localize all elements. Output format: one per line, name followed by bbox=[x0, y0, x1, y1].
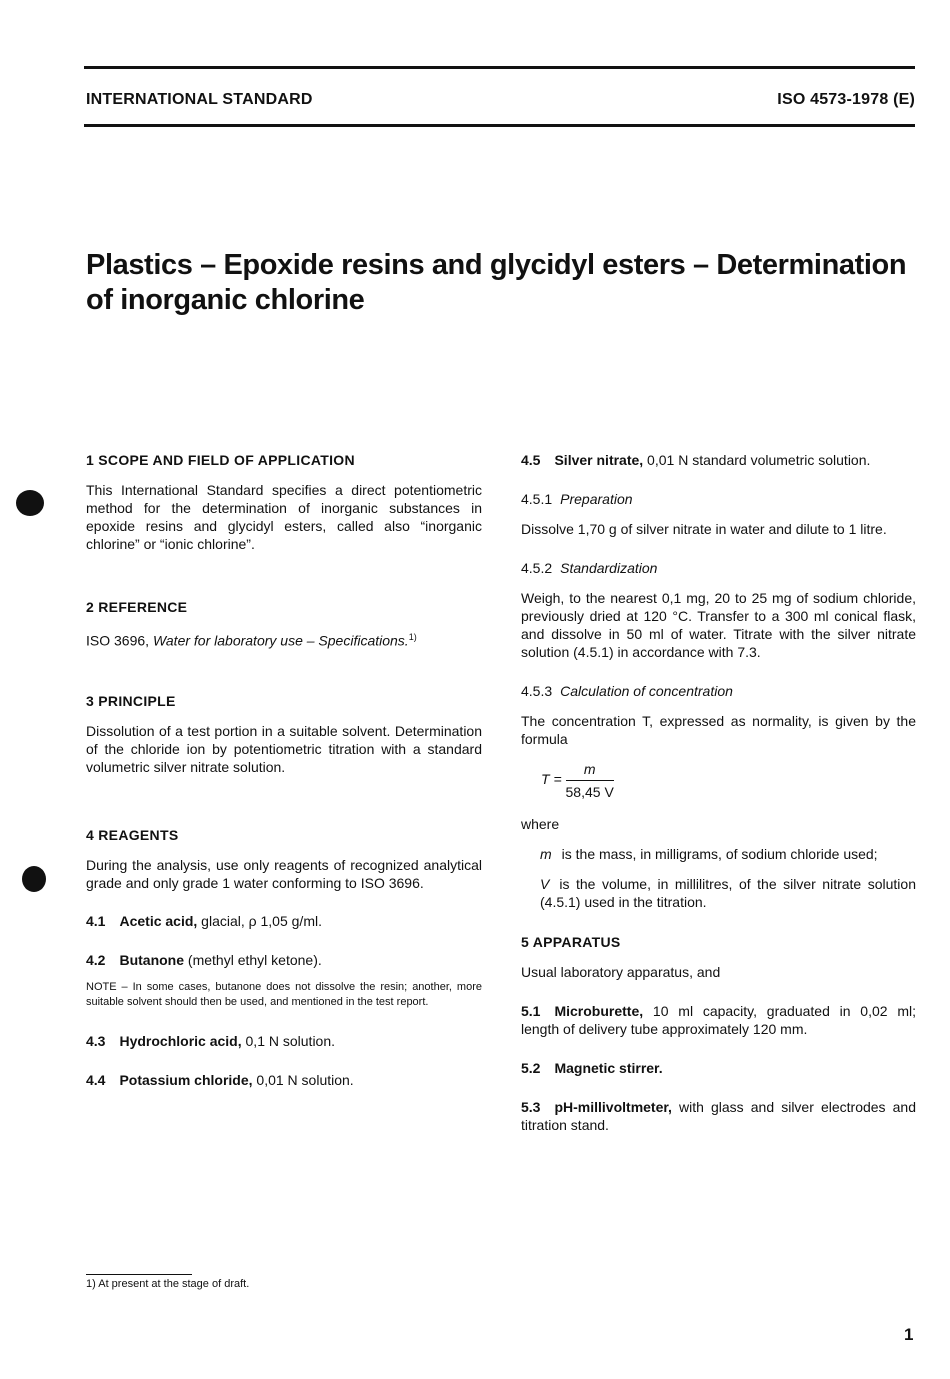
item-4-5-name: Silver nitrate, bbox=[554, 452, 644, 468]
section-2-reference bbox=[86, 628, 482, 650]
header-left: INTERNATIONAL STANDARD bbox=[86, 91, 313, 108]
item-4-5-text: 0,01 N standard volumetric solution. bbox=[643, 452, 871, 468]
item-4-3-text: 0,1 N solution. bbox=[241, 1032, 336, 1049]
punch-hole-bottom bbox=[22, 866, 46, 892]
item-5-3-number: 5.3 bbox=[521, 1099, 541, 1115]
definition-v-text: is the volume, in millilitres, of the silver nitrate solution (4.5.1) used in the titration. bbox=[540, 876, 916, 910]
item-4-4 bbox=[86, 1071, 482, 1089]
item-4-5-2-title: Standardization bbox=[560, 560, 658, 576]
section-2-heading: 2 REFERENCE bbox=[86, 599, 188, 615]
item-4-4-name: Potassium chloride, bbox=[119, 1071, 253, 1088]
item-4-3-name: Hydrochloric acid, bbox=[119, 1032, 242, 1049]
item-4-2-text: (methyl ethyl ketone). bbox=[184, 951, 322, 968]
item-4-4-number: 4.4 bbox=[86, 1071, 106, 1088]
item-5-2 bbox=[521, 1059, 916, 1077]
reference-title: Water for laboratory use – Specifications. bbox=[152, 632, 409, 649]
definition-m-text: is the mass, in milligrams, of sodium chloride used; bbox=[561, 846, 878, 862]
header-right: ISO 4573-1978 (E) bbox=[777, 91, 915, 108]
item-4-1-name: Acetic acid, bbox=[119, 912, 198, 929]
section-5-text: Usual laboratory apparatus, and bbox=[521, 964, 721, 980]
item-4-5-1-heading bbox=[521, 490, 916, 508]
item-4-1 bbox=[86, 912, 482, 930]
header-bottom-rule bbox=[84, 124, 915, 127]
definition-m-symbol: m bbox=[540, 846, 552, 862]
section-1-text: This International Standard specifies a direct potentiometric method for the determination of inorganic substances in epoxide resins and glycidyl esters, called also “inorganic chlorine” or “ionic chlorine”. bbox=[86, 482, 482, 552]
where-label: where bbox=[521, 816, 560, 832]
formula-denominator: 58,45 V bbox=[565, 784, 614, 800]
item-5-3-name: pH-millivoltmeter, bbox=[554, 1099, 672, 1115]
item-4-5-1-number: 4.5.1 bbox=[521, 491, 553, 507]
header-top-rule bbox=[84, 66, 915, 69]
right-column bbox=[521, 451, 916, 1134]
item-5-1-name: Microburette, bbox=[554, 1003, 644, 1019]
footnote-rule bbox=[86, 1274, 192, 1275]
section-3-heading: 3 PRINCIPLE bbox=[86, 692, 176, 709]
section-1-heading: 1 SCOPE AND FIELD OF APPLICATION bbox=[86, 452, 355, 468]
reference-footnote-mark: 1) bbox=[408, 632, 417, 642]
item-5-1-text: 10 ml capacity, graduated in 0,02 ml; length of delivery tube approximately 120 mm. bbox=[521, 1003, 916, 1037]
definition-m bbox=[540, 845, 916, 863]
section-4-heading: 4 REAGENTS bbox=[86, 826, 179, 843]
item-5-2-number: 5.2 bbox=[521, 1060, 541, 1076]
item-4-2-number: 4.2 bbox=[86, 951, 106, 968]
formula-fraction bbox=[566, 760, 614, 801]
title-line-1: Plastics – Epoxide resins and glycidyl esters – Determination bbox=[86, 249, 907, 281]
item-4-2-note: NOTE – In some cases, butanone does not dissolve the resin; another, more suitable solvent should then be used, and mentioned in the test report. bbox=[86, 980, 482, 1008]
item-4-5-number: 4.5 bbox=[521, 452, 541, 468]
footnote: 1) At present at the stage of draft. bbox=[86, 1278, 250, 1290]
item-5-3-text: with glass and silver electrodes and titration stand. bbox=[521, 1099, 916, 1133]
section-4-text: During the analysis, use only reagents of recognized analytical grade and only grade 1 water conforming to ISO 3696. bbox=[86, 856, 482, 891]
item-4-3 bbox=[86, 1032, 482, 1050]
title-line-2: of inorganic chlorine bbox=[86, 284, 365, 316]
item-4-3-number: 4.3 bbox=[86, 1032, 106, 1049]
concentration-formula bbox=[541, 760, 916, 801]
section-3-text: Dissolution of a test portion in a suitable solvent. Determination of the chloride ion by potentiometric titration with a standard volumetric silver nitrate solution. bbox=[86, 722, 482, 775]
document-title bbox=[86, 248, 926, 318]
item-5-1 bbox=[521, 1002, 916, 1038]
item-4-5-3-title: Calculation of concentration bbox=[560, 683, 733, 699]
item-5-3 bbox=[521, 1098, 916, 1134]
item-4-5-3-number: 4.5.3 bbox=[521, 683, 553, 699]
punch-hole-top bbox=[16, 490, 44, 516]
formula-lhs: T = bbox=[541, 771, 562, 788]
definition-v bbox=[540, 875, 916, 911]
item-4-5 bbox=[521, 451, 916, 469]
item-4-5-2-number: 4.5.2 bbox=[521, 560, 553, 576]
reference-number: ISO 3696, bbox=[86, 632, 153, 649]
item-4-2 bbox=[86, 951, 482, 969]
item-4-5-2-heading bbox=[521, 559, 916, 577]
item-4-5-2-text: Weigh, to the nearest 0,1 mg, 20 to 25 mg of sodium chloride, previously dried at 120 °C. Transfer to a 300 ml conical flask, and dissolve in 50 ml of water. Titrate with the silver nitrate solution (4.5.1) in accordance with 7.3. bbox=[521, 590, 916, 660]
item-4-2-name: Butanone bbox=[119, 951, 185, 968]
item-5-2-name: Magnetic stirrer. bbox=[554, 1060, 663, 1076]
item-4-4-text: 0,01 N solution. bbox=[252, 1071, 354, 1088]
item-4-1-text: glacial, ρ 1,05 g/ml. bbox=[197, 912, 322, 929]
item-5-1-number: 5.1 bbox=[521, 1003, 541, 1019]
formula-numerator: m bbox=[566, 760, 614, 781]
left-column bbox=[86, 451, 482, 1089]
page-number: 1 bbox=[904, 1325, 914, 1344]
item-4-1-number: 4.1 bbox=[86, 912, 106, 929]
definition-v-symbol: V bbox=[540, 876, 550, 892]
item-4-5-3-heading bbox=[521, 682, 916, 700]
item-4-5-1-title: Preparation bbox=[560, 491, 633, 507]
item-4-5-1-text: Dissolve 1,70 g of silver nitrate in water and dilute to 1 litre. bbox=[521, 521, 887, 537]
item-4-5-3-text: The concentration T, expressed as normality, is given by the formula bbox=[521, 713, 916, 747]
section-5-heading: 5 APPARATUS bbox=[521, 934, 621, 950]
